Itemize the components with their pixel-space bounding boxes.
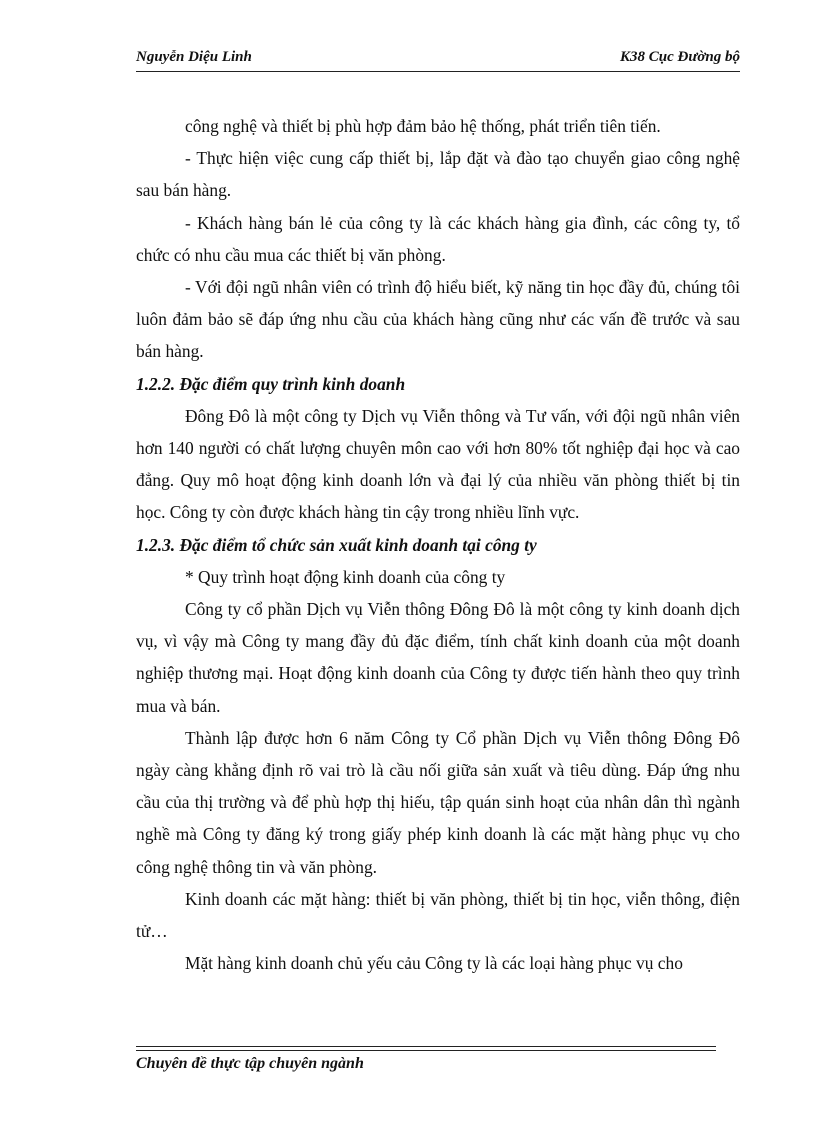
paragraph: Kinh doanh các mặt hàng: thiết bị văn phòng, thiết bị tin học, viễn thông, điện tử… (136, 888, 740, 942)
paragraph: Mặt hàng kinh doanh chủ yếu cảu Công ty là các loại hàng phục vụ cho (185, 953, 683, 974)
page-header (136, 49, 740, 72)
paragraph: - Khách hàng bán lẻ của công ty là các khách hàng gia đình, các công ty, tổ chức có nhu cầu mua các thiết bị văn phòng. (136, 212, 740, 265)
paragraph: công nghệ và thiết bị phù hợp đảm bảo hệ thống, phát triển tiên tiến. (185, 116, 661, 136)
section-heading: 1.2.2. Đặc điểm quy trình kinh doanh (136, 373, 406, 394)
paragraph: Công ty cổ phần Dịch vụ Viễn thông Đông Đô là một công ty kinh doanh dịch vụ, vì vậy mà Công ty mang đầy đủ đặc điểm, tính chất kinh doanh của một doanh nghiệp thương mại. Hoạt động kinh doanh của Công ty được tiến hành theo quy trình mua và bán. (136, 599, 740, 716)
paragraph: * Quy trình hoạt động kinh doanh của công ty (185, 566, 506, 587)
footer-rule (136, 1046, 716, 1047)
section-heading: 1.2.3. Đặc điểm tổ chức sản xuất kinh doanh tại công ty (136, 534, 537, 555)
paragraph: - Thực hiện việc cung cấp thiết bị, lắp đặt và đào tạo chuyển giao công nghệ sau bán hàng. (136, 148, 740, 201)
header-author: Nguyễn Diệu Linh (136, 49, 252, 65)
document-body (136, 110, 740, 979)
footer-rule (136, 1050, 716, 1051)
paragraph: Đông Đô là một công ty Dịch vụ Viễn thông và Tư vấn, với đội ngũ nhân viên hơn 140 người có chất lượng chuyên môn cao với hơn 80% tốt nghiệp đại học và cao đẳng. Quy mô hoạt động kinh doanh lớn và đại lý của nhiều văn phòng thiết bị tin học. Công ty còn được khách hàng tin cậy trong nhiều lĩnh vực. (136, 405, 740, 523)
footer-title: Chuyên đề thực tập chuyên ngành (136, 1055, 364, 1072)
paragraph: Thành lập được hơn 6 năm Công ty Cổ phần Dịch vụ Viễn thông Đông Đô ngày càng khẳng định rõ vai trò là cầu nối giữa sản xuất và tiêu dùng. Đáp ứng nhu cầu của thị trường và để phù hợp thị hiếu, tập quán sinh hoạt của nhân dân thì ngành nghề mà Công ty đăng ký trong giấy phép kinh doanh là các mặt hàng phục vụ cho công nghệ thông tin và văn phòng. (136, 727, 740, 877)
header-class-name: K38 Cục Đường bộ (620, 49, 740, 65)
paragraph: - Với đội ngũ nhân viên có trình độ hiểu biết, kỹ năng tin học đầy đủ, chúng tôi luôn đảm bảo sẽ đáp ứng nhu cầu của khách hàng cũng như các vấn đề trước và sau bán hàng. (136, 277, 740, 362)
